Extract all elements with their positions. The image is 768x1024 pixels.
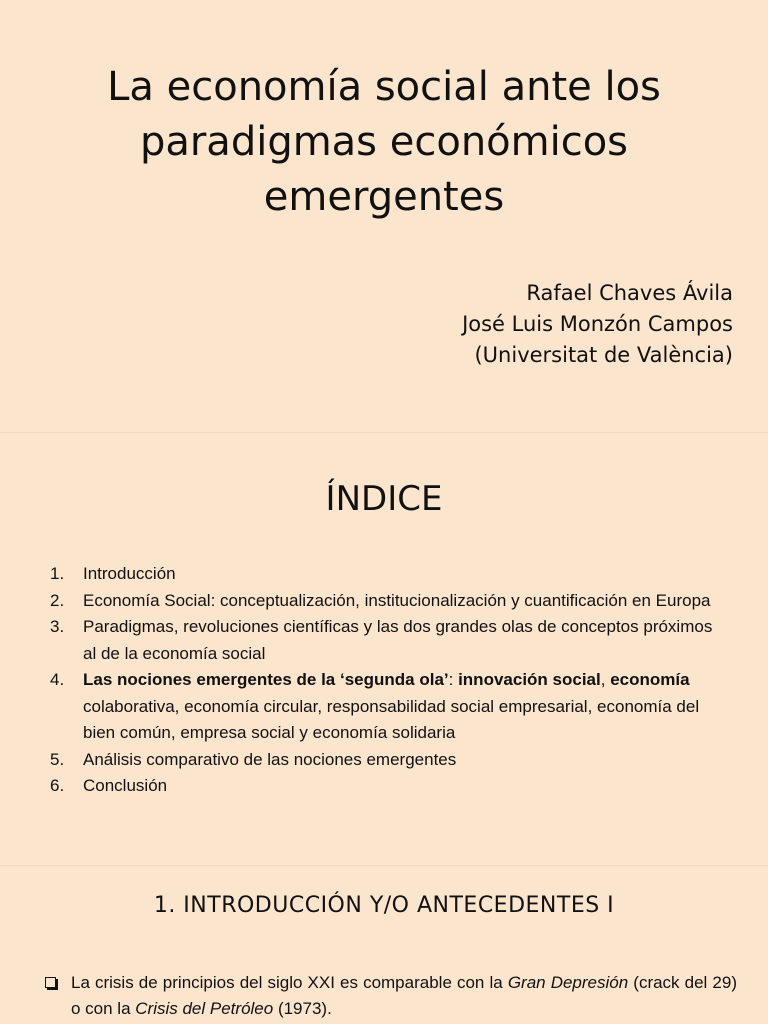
index-item-number: 3. bbox=[50, 617, 65, 636]
index-item bbox=[50, 667, 730, 747]
index-item-number: 6. bbox=[50, 776, 65, 795]
index-item bbox=[50, 747, 730, 774]
bullet-text bbox=[71, 970, 737, 1022]
index-item-text bbox=[83, 667, 730, 747]
author-block bbox=[462, 278, 733, 371]
index-item-number: 4. bbox=[50, 670, 65, 689]
author-name-1: Rafael Chaves Ávila bbox=[526, 281, 733, 305]
index-item bbox=[50, 588, 730, 615]
index-item-plain: colaborativa, economía circular, responsabilidad social empresarial, economía del bien común, empresa social y economía solidaria bbox=[83, 696, 700, 742]
index-item-text: Conclusión bbox=[83, 776, 168, 795]
author-affiliation: (Universitat de València) bbox=[474, 343, 733, 367]
index-title: ÍNDICE bbox=[325, 479, 443, 519]
index-item-plain: , bbox=[600, 670, 611, 689]
bullet-text-part: (1973). bbox=[273, 999, 332, 1018]
title-slide bbox=[0, 0, 768, 432]
title-line-1: La economía social ante los bbox=[107, 64, 661, 110]
index-item-number: 5. bbox=[50, 749, 65, 769]
title-line-2: paradigmas económicos bbox=[139, 119, 629, 165]
bullet-text-part: La crisis de principios del siglo XXI es comparable con la bbox=[71, 973, 508, 992]
index-item bbox=[50, 561, 730, 588]
bullet-text-italic: Gran Depresión bbox=[507, 973, 629, 992]
index-item-number: 2. bbox=[50, 590, 65, 610]
index-item-bold: Las nociones emergentes de la ‘segunda ola’ bbox=[83, 670, 449, 689]
index-slide bbox=[0, 433, 768, 865]
title-line-3: emergentes bbox=[263, 174, 505, 220]
index-item bbox=[50, 614, 730, 667]
index-item-plain: : bbox=[448, 670, 459, 689]
index-item-text: Economía Social: conceptualización, institucionalización y cuantificación en Europa bbox=[83, 590, 711, 610]
author-name-2: José Luis Monzón Campos bbox=[462, 312, 733, 336]
index-list bbox=[50, 561, 730, 800]
index-item-bold: innovación social bbox=[458, 670, 601, 689]
index-item-text: Introducción bbox=[83, 564, 176, 583]
checkbox-bullet-icon bbox=[45, 970, 71, 1022]
presentation-title bbox=[40, 60, 728, 225]
index-item-number: 1. bbox=[50, 564, 65, 583]
bullet-text-italic: Crisis del Petróleo bbox=[135, 999, 274, 1018]
index-item bbox=[50, 773, 730, 800]
index-item-text: Análisis comparativo de las nociones emergentes bbox=[83, 749, 457, 769]
bullet-text-part: (crack del 29) o con la bbox=[71, 973, 737, 1018]
section-title: 1. INTRODUCCIÓN Y/O ANTECEDENTES I bbox=[153, 893, 615, 918]
introduction-slide bbox=[0, 866, 768, 1024]
bullet-item bbox=[45, 970, 737, 1022]
index-item-bold: economía bbox=[610, 670, 690, 689]
index-item-text: Paradigmas, revoluciones científicas y las dos grandes olas de conceptos próximos al de la economía social bbox=[83, 617, 713, 663]
